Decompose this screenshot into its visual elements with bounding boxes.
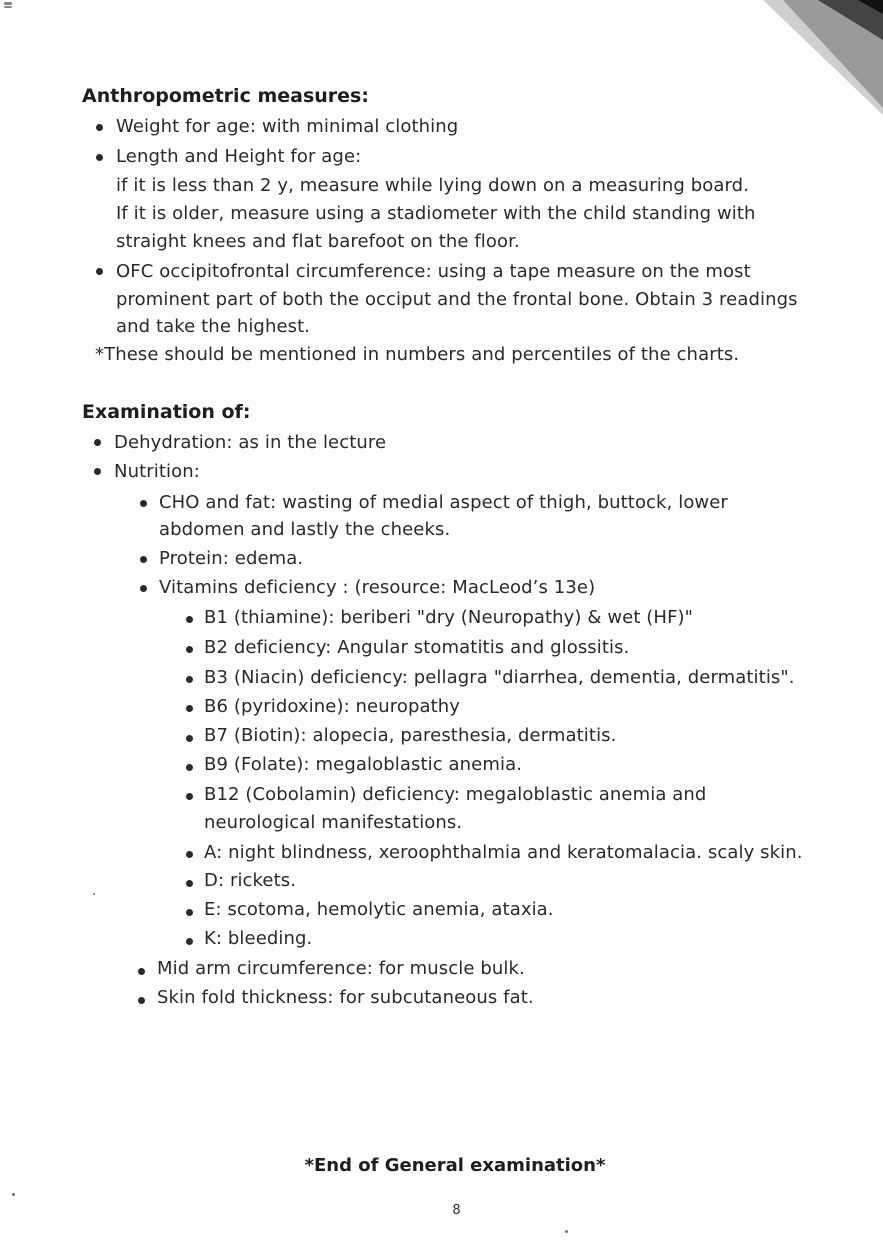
list-item-ofc: OFC occipitofrontal circumference: using a tape measure on the most [116, 261, 751, 282]
bullet-icon [96, 124, 103, 131]
list-item-vitamins: Vitamins deficiency : (resource: MacLeod’s 13e) [159, 577, 596, 598]
list-item-length-height-line: If it is older, measure using a stadiometer with the child standing with [116, 203, 756, 224]
scan-speck [93, 893, 95, 895]
vitamin-b1: B1 (thiamine): beriberi "dry (Neuropathy) & wet (HF)" [204, 607, 694, 628]
vitamin-d: D: rickets. [204, 870, 297, 891]
list-item-cho-fat-line: abdomen and lastly the cheeks. [159, 519, 451, 540]
vitamin-e: E: scotoma, hemolytic anemia, ataxia. [204, 899, 554, 920]
list-item-skin-fold: Skin fold thickness: for subcutaneous fat. [157, 987, 534, 1008]
bullet-icon [186, 705, 193, 712]
bullet-icon [186, 938, 193, 945]
note-text: *These should be mentioned in numbers and percentiles of the charts. [95, 344, 740, 365]
page-number: 8 [452, 1203, 461, 1218]
bullet-icon [140, 556, 147, 563]
list-item-ofc-line: prominent part of both the occiput and the frontal bone. Obtain 3 readings [116, 289, 798, 310]
page-corner-shadow [763, 0, 883, 115]
bullet-icon [186, 909, 193, 916]
list-item-length-height: Length and Height for age: [116, 146, 362, 167]
vitamin-b9: B9 (Folate): megaloblastic anemia. [204, 754, 523, 775]
bullet-icon [140, 585, 147, 592]
bullet-icon [186, 764, 193, 771]
bullet-icon [138, 997, 145, 1004]
bullet-icon [96, 154, 103, 161]
bullet-icon [186, 616, 193, 623]
bullet-icon [96, 268, 103, 275]
scan-speck [12, 1193, 15, 1196]
vitamin-b12-line: neurological manifestations. [204, 812, 463, 833]
vitamin-a: A: night blindness, xeroophthalmia and keratomalacia. scaly skin. [204, 842, 803, 863]
vitamin-b2: B2 deficiency: Angular stomatitis and glossitis. [204, 637, 630, 658]
bullet-icon [94, 468, 101, 475]
bullet-icon [186, 793, 193, 800]
list-item-nutrition: Nutrition: [114, 461, 200, 482]
vitamin-k: K: bleeding. [204, 928, 313, 949]
vitamin-b6: B6 (pyridoxine): neuropathy [204, 696, 461, 717]
list-item-dehydration: Dehydration: as in the lecture [114, 432, 387, 453]
scan-speck [4, 2, 12, 5]
bullet-icon [140, 500, 147, 507]
vitamin-b12: B12 (Cobolamin) deficiency: megaloblastic anemia and [204, 784, 707, 805]
bullet-icon [186, 676, 193, 683]
list-item-length-height-line: straight knees and flat barefoot on the floor. [116, 231, 520, 252]
section-heading-anthropometric: Anthropometric measures: [82, 85, 369, 107]
vitamin-b3: B3 (Niacin) deficiency: pellagra "diarrhea, dementia, dermatitis". [204, 667, 795, 688]
bullet-icon [186, 851, 193, 858]
section-heading-examination: Examination of: [82, 401, 251, 423]
scan-speck [565, 1230, 568, 1233]
list-item-mid-arm: Mid arm circumference: for muscle bulk. [157, 958, 525, 979]
list-item-protein: Protein: edema. [159, 548, 304, 569]
list-item-length-height-line: if it is less than 2 y, measure while lying down on a measuring board. [116, 175, 750, 196]
bullet-icon [94, 439, 101, 446]
bullet-icon [186, 880, 193, 887]
list-item-ofc-line: and take the highest. [116, 316, 311, 337]
list-item-weight: Weight for age: with minimal clothing [116, 116, 459, 137]
bullet-icon [138, 968, 145, 975]
scan-speck [4, 6, 12, 8]
end-of-section-title: *End of General examination* [304, 1155, 606, 1176]
vitamin-b7: B7 (Biotin): alopecia, paresthesia, dermatitis. [204, 725, 617, 746]
bullet-icon [186, 735, 193, 742]
bullet-icon [186, 646, 193, 653]
list-item-cho-fat: CHO and fat: wasting of medial aspect of thigh, buttock, lower [159, 492, 728, 513]
